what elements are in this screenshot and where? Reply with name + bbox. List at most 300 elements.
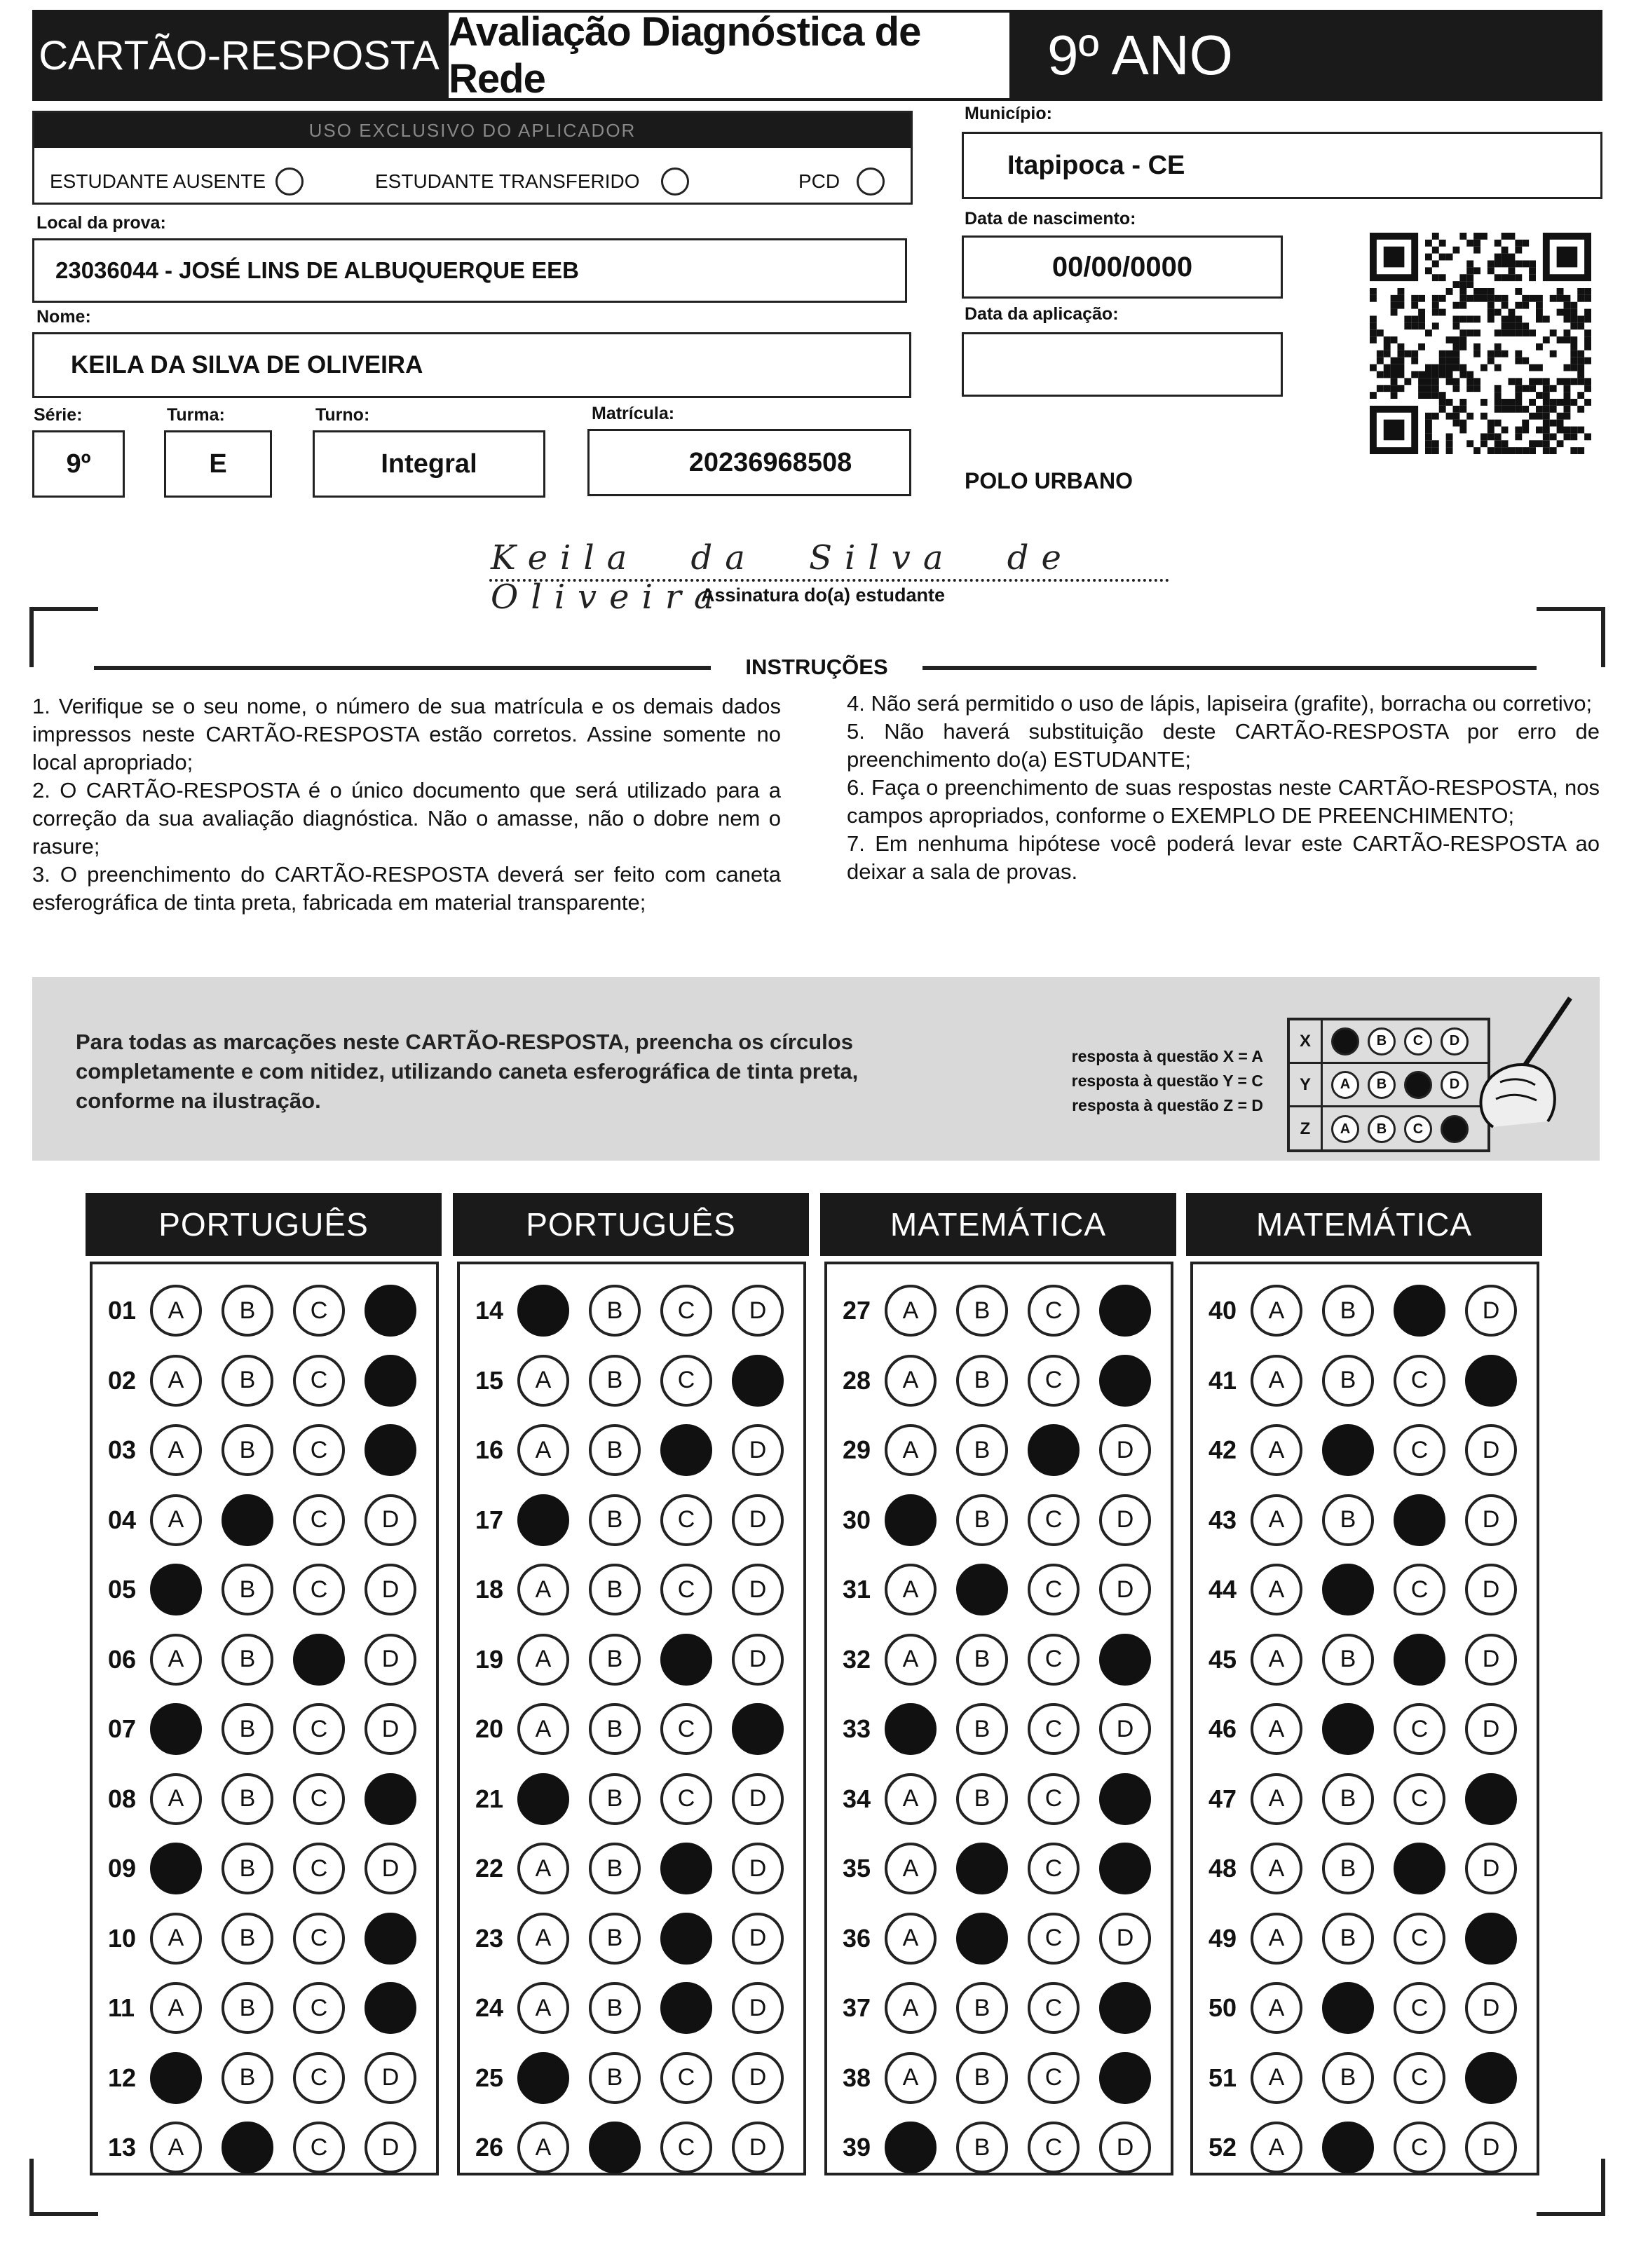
answer-bubble-b[interactable]: B (222, 2052, 273, 2104)
answer-bubble-a[interactable]: A (517, 1913, 569, 1965)
answer-bubble-c[interactable]: C (660, 1494, 712, 1546)
answer-bubble-c[interactable]: C (1394, 2122, 1445, 2173)
matricula-label: Matrícula: (592, 404, 675, 423)
answer-bubble-c[interactable] (1394, 1843, 1445, 1894)
answer-bubble-b[interactable]: B (222, 1843, 273, 1894)
answer-bubble-c[interactable] (660, 1913, 712, 1965)
answer-bubble-c[interactable]: C (1028, 1703, 1080, 1755)
answer-bubble-b[interactable] (1322, 1703, 1374, 1755)
example-bubble (1331, 1027, 1359, 1056)
absent-label: ESTUDANTE AUSENTE (50, 170, 266, 192)
answer-bubble-a[interactable]: A (885, 2052, 937, 2104)
answer-bubble-b[interactable]: B (222, 1913, 273, 1965)
answer-bubble-c[interactable]: C (293, 1982, 345, 2034)
answer-bubble-a[interactable]: A (517, 1843, 569, 1894)
question-row (108, 1494, 436, 1546)
answer-bubble-b[interactable]: B (1322, 1355, 1374, 1407)
answer-bubble-a[interactable]: A (150, 1982, 202, 2034)
answer-bubble-a[interactable]: A (885, 1424, 937, 1476)
answer-bubble-b[interactable] (222, 2122, 273, 2173)
answer-bubble-d[interactable] (365, 1982, 416, 2034)
answer-bubble-d[interactable]: D (1099, 2122, 1151, 2173)
question-row (843, 1355, 1171, 1407)
answer-bubble-d[interactable]: D (1099, 1564, 1151, 1615)
question-number: 33 (843, 1714, 871, 1743)
answer-bubble-d[interactable]: D (732, 1634, 784, 1686)
answer-bubble-b[interactable]: B (589, 1564, 641, 1615)
question-row (108, 1634, 436, 1686)
question-number: 28 (843, 1365, 871, 1395)
example-row (1290, 1020, 1487, 1064)
answer-bubble-b[interactable]: B (222, 1634, 273, 1686)
question-row (1209, 1913, 1537, 1965)
answer-bubble-b[interactable]: B (1322, 2052, 1374, 2104)
instructions-left-column (32, 692, 781, 917)
question-row (1209, 1424, 1537, 1476)
answer-bubble-c[interactable]: C (660, 1703, 712, 1755)
answer-bubble-b[interactable] (1322, 1982, 1374, 2034)
answer-bubble-a[interactable]: A (150, 1285, 202, 1337)
answer-bubble-c[interactable] (1394, 1285, 1445, 1337)
question-row (843, 1285, 1171, 1337)
answer-bubble-b[interactable]: B (222, 1773, 273, 1825)
answer-bubble-b[interactable]: B (956, 1634, 1008, 1686)
answer-bubble-d[interactable]: D (732, 1843, 784, 1894)
question-number: 30 (843, 1505, 871, 1534)
question-row (1209, 1843, 1537, 1894)
answer-bubble-a[interactable] (885, 1703, 937, 1755)
answer-bubble-d[interactable]: D (1099, 1424, 1151, 1476)
answer-bubble-c[interactable] (660, 1634, 712, 1686)
answer-bubble-d[interactable] (732, 1355, 784, 1407)
question-number: 32 (843, 1644, 871, 1674)
answer-bubble-a[interactable]: A (1251, 1982, 1302, 2034)
question-number: 19 (475, 1644, 504, 1674)
answer-bubble-c[interactable]: C (293, 1424, 345, 1476)
answer-bubble-a[interactable]: A (1251, 2122, 1302, 2173)
answer-bubble-b[interactable]: B (589, 1913, 641, 1965)
answer-bubble-b[interactable]: B (1322, 1913, 1374, 1965)
question-number: 41 (1209, 1365, 1237, 1395)
answer-bubble-b[interactable]: B (222, 1355, 273, 1407)
pcd-label: PCD (798, 170, 840, 192)
answer-bubble-d[interactable] (1099, 1843, 1151, 1894)
example-grid (1287, 1018, 1490, 1152)
question-row (475, 1424, 803, 1476)
question-number: 14 (475, 1296, 504, 1325)
applicator-box (32, 111, 913, 205)
question-number: 47 (1209, 1784, 1237, 1813)
name-label: Nome: (36, 307, 91, 327)
answer-bubble-a[interactable]: A (150, 1634, 202, 1686)
answer-bubble-d[interactable] (1465, 1773, 1517, 1825)
question-number: 16 (475, 1435, 504, 1464)
question-number: 07 (108, 1714, 137, 1743)
answer-bubble-c[interactable]: C (293, 2052, 345, 2104)
question-number: 42 (1209, 1435, 1237, 1464)
example-bubble: A (1331, 1071, 1359, 1099)
answer-bubble-d[interactable] (1099, 1982, 1151, 2034)
question-row (843, 1634, 1171, 1686)
answer-bubble-d[interactable]: D (365, 1564, 416, 1615)
answer-bubble-a[interactable]: A (150, 1773, 202, 1825)
answer-bubble-c[interactable]: C (1394, 1703, 1445, 1755)
question-number: 15 (475, 1365, 504, 1395)
answer-bubble-c[interactable]: C (660, 1285, 712, 1337)
answer-bubble-d[interactable] (1099, 1773, 1151, 1825)
question-row (843, 1982, 1171, 2034)
answer-bubble-c[interactable]: C (660, 1564, 712, 1615)
question-number: 05 (108, 1575, 137, 1604)
answer-bubble-b[interactable]: B (589, 2052, 641, 2104)
answer-bubble-c[interactable]: C (1028, 1355, 1080, 1407)
answer-bubble-d[interactable]: D (365, 1494, 416, 1546)
question-row (843, 2122, 1171, 2173)
answer-bubble-a[interactable]: A (885, 1285, 937, 1337)
absent-checkbox[interactable] (275, 168, 304, 196)
question-number: 01 (108, 1296, 137, 1325)
answer-bubble-c[interactable]: C (1394, 1913, 1445, 1965)
answer-bubble-c[interactable]: C (1028, 2122, 1080, 2173)
municipio-field: Itapipoca - CE (962, 132, 1602, 199)
question-row (108, 1843, 436, 1894)
answer-bubble-a[interactable] (150, 2052, 202, 2104)
answer-bubble-b[interactable]: B (222, 1982, 273, 2034)
answer-bubble-d[interactable]: D (365, 1843, 416, 1894)
question-row (475, 1773, 803, 1825)
answer-bubble-b[interactable]: B (589, 1703, 641, 1755)
answer-bubble-a[interactable]: A (1251, 2052, 1302, 2104)
answer-bubble-c[interactable]: C (660, 1355, 712, 1407)
answer-bubble-a[interactable]: A (517, 1564, 569, 1615)
answer-bubble-c[interactable]: C (293, 1564, 345, 1615)
answer-bubble-c[interactable]: C (1394, 1564, 1445, 1615)
answer-bubble-d[interactable]: D (365, 2122, 416, 2173)
answer-bubble-a[interactable] (517, 1773, 569, 1825)
answer-bubble-a[interactable] (517, 2052, 569, 2104)
answer-bubble-d[interactable]: D (732, 2122, 784, 2173)
example-bubble: B (1368, 1115, 1396, 1143)
answer-bubble-a[interactable]: A (1251, 1773, 1302, 1825)
answer-bubble-a[interactable]: A (1251, 1355, 1302, 1407)
answer-bubble-c[interactable]: C (1394, 2052, 1445, 2104)
answer-bubble-b[interactable] (1322, 1564, 1374, 1615)
answer-bubble-c[interactable]: C (660, 2052, 712, 2104)
question-row (108, 1355, 436, 1407)
answer-bubble-d[interactable] (365, 1424, 416, 1476)
question-row (1209, 1634, 1537, 1686)
question-number: 18 (475, 1575, 504, 1604)
question-number: 39 (843, 2133, 871, 2161)
answer-bubble-a[interactable] (150, 1843, 202, 1894)
answer-bubble-c[interactable]: C (293, 1843, 345, 1894)
answer-bubble-b[interactable]: B (956, 1494, 1008, 1546)
example-bubble: B (1368, 1027, 1396, 1056)
answer-bubble-a[interactable] (885, 1494, 937, 1546)
question-row (108, 1773, 436, 1825)
question-row (1209, 1982, 1537, 2034)
answer-bubble-d[interactable] (365, 1913, 416, 1965)
answer-bubble-c[interactable]: C (1394, 1355, 1445, 1407)
answer-bubble-a[interactable] (517, 1285, 569, 1337)
answer-bubble-d[interactable] (365, 1285, 416, 1337)
answer-bubble-b[interactable]: B (222, 1424, 273, 1476)
answer-bubble-d[interactable]: D (1465, 1843, 1517, 1894)
question-row (475, 1285, 803, 1337)
answer-bubble-c[interactable]: C (1028, 1982, 1080, 2034)
answer-bubble-b[interactable]: B (589, 1424, 641, 1476)
answer-bubble-c[interactable]: C (1394, 1424, 1445, 1476)
question-row (108, 2052, 436, 2104)
answer-bubble-d[interactable]: D (732, 1773, 784, 1825)
answer-bubble-d[interactable]: D (1099, 1703, 1151, 1755)
answer-bubble-b[interactable]: B (956, 2052, 1008, 2104)
question-row (843, 1913, 1171, 1965)
answer-bubble-b[interactable]: B (956, 1285, 1008, 1337)
answer-bubble-b[interactable] (956, 1913, 1008, 1965)
answer-bubble-b[interactable] (222, 1494, 273, 1546)
answer-bubble-b[interactable]: B (589, 1773, 641, 1825)
instruction-1: 1. Verifique se o seu nome, o número de sua matrícula e os demais dados impressos neste CARTÃO-RESPOSTA estão corretos. Assine somente no local apropriado; (32, 694, 781, 774)
answer-bubble-b[interactable] (956, 1843, 1008, 1894)
example-row (1290, 1107, 1487, 1151)
answer-bubble-d[interactable] (1099, 1285, 1151, 1337)
answer-bubble-a[interactable]: A (1251, 1703, 1302, 1755)
answer-bubble-b[interactable]: B (589, 1982, 641, 2034)
answer-bubble-c[interactable]: C (293, 1913, 345, 1965)
answer-bubble-a[interactable]: A (517, 1703, 569, 1755)
transferred-checkbox[interactable] (661, 168, 689, 196)
instructions-right-column (847, 690, 1600, 886)
answer-bubble-c[interactable]: C (293, 2122, 345, 2173)
answer-bubble-b[interactable] (589, 2122, 641, 2173)
answer-bubble-a[interactable] (150, 1564, 202, 1615)
answer-bubble-a[interactable]: A (517, 2122, 569, 2173)
answer-bubble-d[interactable]: D (365, 1634, 416, 1686)
question-row (843, 2052, 1171, 2104)
answer-bubble-a[interactable]: A (517, 1982, 569, 2034)
answer-bubble-c[interactable] (660, 1843, 712, 1894)
answer-bubble-b[interactable]: B (1322, 1773, 1374, 1825)
answer-bubble-c[interactable]: C (1028, 1773, 1080, 1825)
answer-bubble-d[interactable] (1099, 1634, 1151, 1686)
answer-bubble-d[interactable]: D (732, 1285, 784, 1337)
answer-bubble-d[interactable]: D (1465, 1703, 1517, 1755)
answer-bubble-b[interactable] (1322, 2122, 1374, 2173)
answer-bubble-a[interactable]: A (517, 1355, 569, 1407)
answer-bubble-c[interactable]: C (293, 1285, 345, 1337)
answer-bubble-a[interactable]: A (150, 1355, 202, 1407)
question-number: 06 (108, 1644, 137, 1674)
answer-bubble-b[interactable]: B (956, 1703, 1008, 1755)
answer-bubble-b[interactable]: B (956, 1355, 1008, 1407)
answer-bubble-c[interactable] (293, 1634, 345, 1686)
answer-bubble-b[interactable] (1322, 1424, 1374, 1476)
answer-bubble-c[interactable]: C (1028, 1494, 1080, 1546)
answer-bubble-c[interactable]: C (1028, 1913, 1080, 1965)
answer-bubble-b[interactable]: B (222, 1564, 273, 1615)
answer-bubble-c[interactable] (1028, 1424, 1080, 1476)
answer-bubble-b[interactable]: B (589, 1634, 641, 1686)
answer-bubble-a[interactable] (517, 1494, 569, 1546)
answer-bubble-a[interactable]: A (1251, 1285, 1302, 1337)
answer-bubble-a[interactable]: A (885, 1773, 937, 1825)
answer-bubble-b[interactable] (956, 1564, 1008, 1615)
question-number: 46 (1209, 1714, 1237, 1743)
answer-bubble-a[interactable]: A (885, 1982, 937, 2034)
question-number: 20 (475, 1714, 504, 1743)
question-row (1209, 1773, 1537, 1825)
instruction-5: 5. Não haverá substituição deste CARTÃO-RESPOSTA por erro de preenchimento do(a) ESTUDANTE; (847, 719, 1600, 772)
answer-bubble-c[interactable]: C (293, 1703, 345, 1755)
answer-bubble-b[interactable]: B (956, 2122, 1008, 2173)
answer-bubble-d[interactable]: D (732, 1564, 784, 1615)
answer-bubble-d[interactable] (365, 1773, 416, 1825)
answer-bubble-c[interactable]: C (1394, 1982, 1445, 2034)
answer-bubble-b[interactable]: B (956, 1982, 1008, 2034)
question-number: 09 (108, 1854, 137, 1883)
answer-bubble-c[interactable]: C (293, 1355, 345, 1407)
answer-bubble-b[interactable]: B (1322, 1634, 1374, 1686)
card-label: CARTÃO-RESPOSTA (32, 10, 446, 101)
question-row (1209, 2122, 1537, 2173)
example-bubble: A (1331, 1115, 1359, 1143)
question-row (843, 1773, 1171, 1825)
turno-field: Integral (313, 430, 545, 498)
answer-bubble-c[interactable]: C (1028, 1564, 1080, 1615)
answer-bubble-c[interactable] (660, 1982, 712, 2034)
answer-bubble-a[interactable]: A (1251, 1564, 1302, 1615)
answer-bubble-a[interactable]: A (150, 2122, 202, 2173)
answer-bubble-c[interactable]: C (1028, 1285, 1080, 1337)
question-row (475, 1355, 803, 1407)
answer-bubble-a[interactable]: A (885, 1355, 937, 1407)
answer-bubble-c[interactable]: C (1028, 1843, 1080, 1894)
frame-corner-top-left (29, 607, 98, 667)
instructions-rule-right (922, 666, 1537, 670)
answer-bubble-c[interactable]: C (1028, 1634, 1080, 1686)
question-row (108, 1913, 436, 1965)
answer-bubble-b[interactable]: B (1322, 1494, 1374, 1546)
answer-bubble-d[interactable]: D (732, 1913, 784, 1965)
answer-bubble-d[interactable]: D (732, 1982, 784, 2034)
answer-bubble-a[interactable]: A (150, 1424, 202, 1476)
answer-bubble-a[interactable]: A (885, 1843, 937, 1894)
answer-bubble-d[interactable] (1099, 1355, 1151, 1407)
answer-bubble-d[interactable] (365, 1355, 416, 1407)
answer-bubble-d[interactable]: D (732, 1494, 784, 1546)
answer-bubble-d[interactable]: D (1465, 1564, 1517, 1615)
answer-bubble-b[interactable]: B (956, 1773, 1008, 1825)
answer-bubble-d[interactable] (1465, 1913, 1517, 1965)
answer-bubble-c[interactable]: C (660, 1773, 712, 1825)
question-row (475, 1494, 803, 1546)
answer-bubble-a[interactable]: A (517, 1424, 569, 1476)
answer-bubble-d[interactable] (1465, 1355, 1517, 1407)
answer-bubble-a[interactable]: A (1251, 1494, 1302, 1546)
turma-field: E (164, 430, 272, 498)
answer-bubble-d[interactable]: D (732, 2052, 784, 2104)
answer-bubble-d[interactable]: D (365, 1703, 416, 1755)
question-number: 43 (1209, 1505, 1237, 1534)
answer-bubble-a[interactable]: A (1251, 1424, 1302, 1476)
answer-bubble-d[interactable] (732, 1703, 784, 1755)
answer-bubble-a[interactable]: A (1251, 1634, 1302, 1686)
question-number: 08 (108, 1784, 137, 1813)
question-number: 50 (1209, 1993, 1237, 2022)
answer-bubble-b[interactable]: B (956, 1424, 1008, 1476)
answer-bubble-a[interactable]: A (150, 1494, 202, 1546)
answer-bubble-d[interactable] (1465, 2052, 1517, 2104)
answer-bubble-c[interactable]: C (293, 1773, 345, 1825)
answer-bubble-d[interactable]: D (365, 2052, 416, 2104)
answer-bubble-d[interactable]: D (1099, 1913, 1151, 1965)
answer-bubble-b[interactable]: B (589, 1843, 641, 1894)
answer-bubble-c[interactable]: C (293, 1494, 345, 1546)
answer-bubble-a[interactable] (150, 1703, 202, 1755)
instruction-3: 3. O preenchimento do CARTÃO-RESPOSTA deverá ser feito com caneta esferográfica de tinta preta, fabricada em material transparente; (32, 862, 781, 915)
question-row (108, 1424, 436, 1476)
answer-bubble-a[interactable] (885, 2122, 937, 2173)
question-row (475, 1634, 803, 1686)
answer-bubble-c[interactable]: C (1028, 2052, 1080, 2104)
answer-bubble-d[interactable]: D (1465, 1424, 1517, 1476)
answer-bubble-b[interactable]: B (1322, 1843, 1374, 1894)
example-row-label: Y (1290, 1064, 1323, 1105)
question-number: 27 (843, 1296, 871, 1325)
answer-bubble-a[interactable]: A (885, 1564, 937, 1615)
question-row (843, 1703, 1171, 1755)
answer-bubble-b[interactable]: B (222, 1285, 273, 1337)
answer-bubble-a[interactable]: A (1251, 1913, 1302, 1965)
answer-bubble-d[interactable]: D (1465, 2122, 1517, 2173)
answer-bubble-a[interactable]: A (150, 1913, 202, 1965)
answer-bubble-c[interactable] (1394, 1494, 1445, 1546)
answer-bubble-b[interactable]: B (1322, 1285, 1374, 1337)
answer-bubble-c[interactable]: C (1394, 1773, 1445, 1825)
local-field: 23036044 - JOSÉ LINS DE ALBUQUERQUE EEB (32, 238, 907, 303)
answer-bubble-d[interactable]: D (1099, 1494, 1151, 1546)
matricula-field: 20236968508 (587, 429, 911, 496)
answer-bubble-d[interactable]: D (732, 1424, 784, 1476)
example-legend (1032, 1044, 1263, 1118)
pcd-checkbox[interactable] (857, 168, 885, 196)
answer-bubble-d[interactable]: D (1465, 1634, 1517, 1686)
instruction-2: 2. O CARTÃO-RESPOSTA é o único documento que será utilizado para a correção da sua avaliação diagnóstica. Não o amasse, não o dobre nem o rasure; (32, 778, 781, 859)
question-row (843, 1494, 1171, 1546)
answer-bubble-b[interactable]: B (222, 1703, 273, 1755)
answer-bubble-b[interactable]: B (589, 1494, 641, 1546)
answer-bubble-d[interactable]: D (1465, 1982, 1517, 2034)
question-number: 02 (108, 1365, 137, 1395)
answer-bubble-b[interactable]: B (589, 1355, 641, 1407)
answer-bubble-a[interactable]: A (885, 1913, 937, 1965)
answer-bubble-d[interactable]: D (1465, 1285, 1517, 1337)
local-label: Local da prova: (36, 213, 166, 233)
answer-bubble-c[interactable] (660, 1424, 712, 1476)
answer-bubble-b[interactable]: B (589, 1285, 641, 1337)
answer-bubble-c[interactable]: C (660, 2122, 712, 2173)
question-number: 11 (108, 1993, 135, 2022)
answer-bubble-a[interactable]: A (1251, 1843, 1302, 1894)
answer-bubble-a[interactable]: A (517, 1634, 569, 1686)
section-header: MATEMÁTICA (820, 1193, 1176, 1256)
answer-bubble-a[interactable]: A (885, 1634, 937, 1686)
example-bubble: B (1368, 1071, 1396, 1099)
answer-bubble-d[interactable] (1099, 2052, 1151, 2104)
answer-bubble-d[interactable]: D (1465, 1494, 1517, 1546)
answer-bubble-c[interactable] (1394, 1634, 1445, 1686)
